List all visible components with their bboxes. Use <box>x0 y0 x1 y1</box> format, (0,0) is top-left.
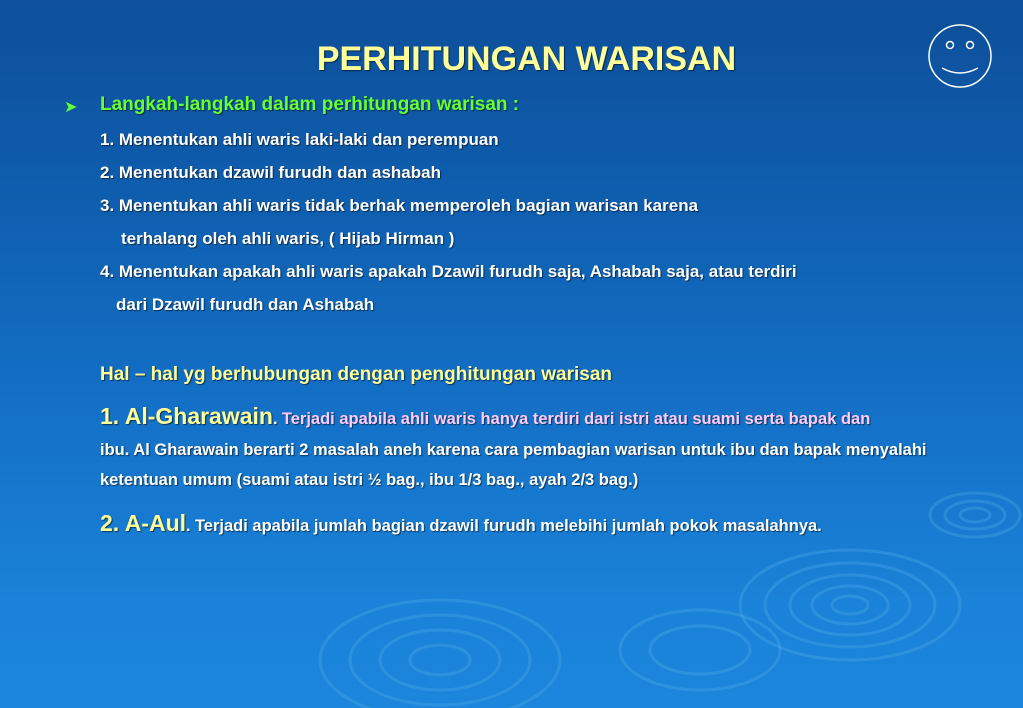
related-heading: Hal – hal yg berhubungan dengan penghitungan warisan <box>100 364 612 385</box>
steps-heading: Langkah-langkah dalam perhitungan warisan : <box>100 94 520 115</box>
a-aul-term: 2. A-Aul <box>100 510 187 536</box>
step-line-3: 3. Menentukan ahli waris tidak berhak memperoleh bagian warisan karena <box>100 196 699 215</box>
arrow-bullet-icon: ➤ <box>64 99 78 116</box>
step-line-2: 2. Menentukan dzawil furudh dan ashabah <box>100 163 441 182</box>
a-aul-desc: Terjadi apabila jumlah bagian dzawil furudh melebihi jumlah pokok masalahnya <box>194 517 818 535</box>
step-line-1: 1. Menentukan ahli waris laki-laki dan perempuan <box>100 130 499 149</box>
step-line-4-cont: dari Dzawil furudh dan Ashabah <box>116 295 375 314</box>
al-gharawain-term: 1. Al-Gharawain <box>100 403 273 429</box>
a-aul-paragraph: 2. A-Aul. Terjadi apabila jumlah bagian dzawil furudh melebihi jumlah pokok masalahnya. <box>100 510 822 536</box>
al-gharawain-paragraph: 1. Al-Gharawain. Terjadi apabila ahli waris hanya terdiri dari istri atau suami serta bapak dan ibu. Al Gharawain berarti 2 masalah aneh karena cara pembagian warisan untuk ibu dan bapak menyalahi ketentuan umum (suami atau istri ½ bag., ibu 1/3 bag., ayah 2/3 bag.) <box>100 403 927 489</box>
step-line-3-cont: terhalang oleh ahli waris, ( Hijab Hirman ) <box>121 229 455 248</box>
al-gharawain-desc-first: Terjadi apabila ahli waris hanya terdiri dari istri atau suami serta bapak dan <box>281 410 871 428</box>
smiley-face-icon <box>926 22 994 90</box>
al-gharawain-desc-rest: ibu. Al Gharawain berarti 2 masalah aneh karena cara pembagian warisan untuk ibu dan bapak menyalahi ketentuan umum (suami atau istri ½ bag., ibu 1/3 bag., ayah 2/3 bag.) <box>100 441 927 489</box>
slide-title: PERHITUNGAN WARISAN <box>316 40 737 78</box>
step-line-4: 4. Menentukan apakah ahli waris apakah Dzawil furudh saja, Ashabah saja, atau terdiri <box>100 262 797 281</box>
